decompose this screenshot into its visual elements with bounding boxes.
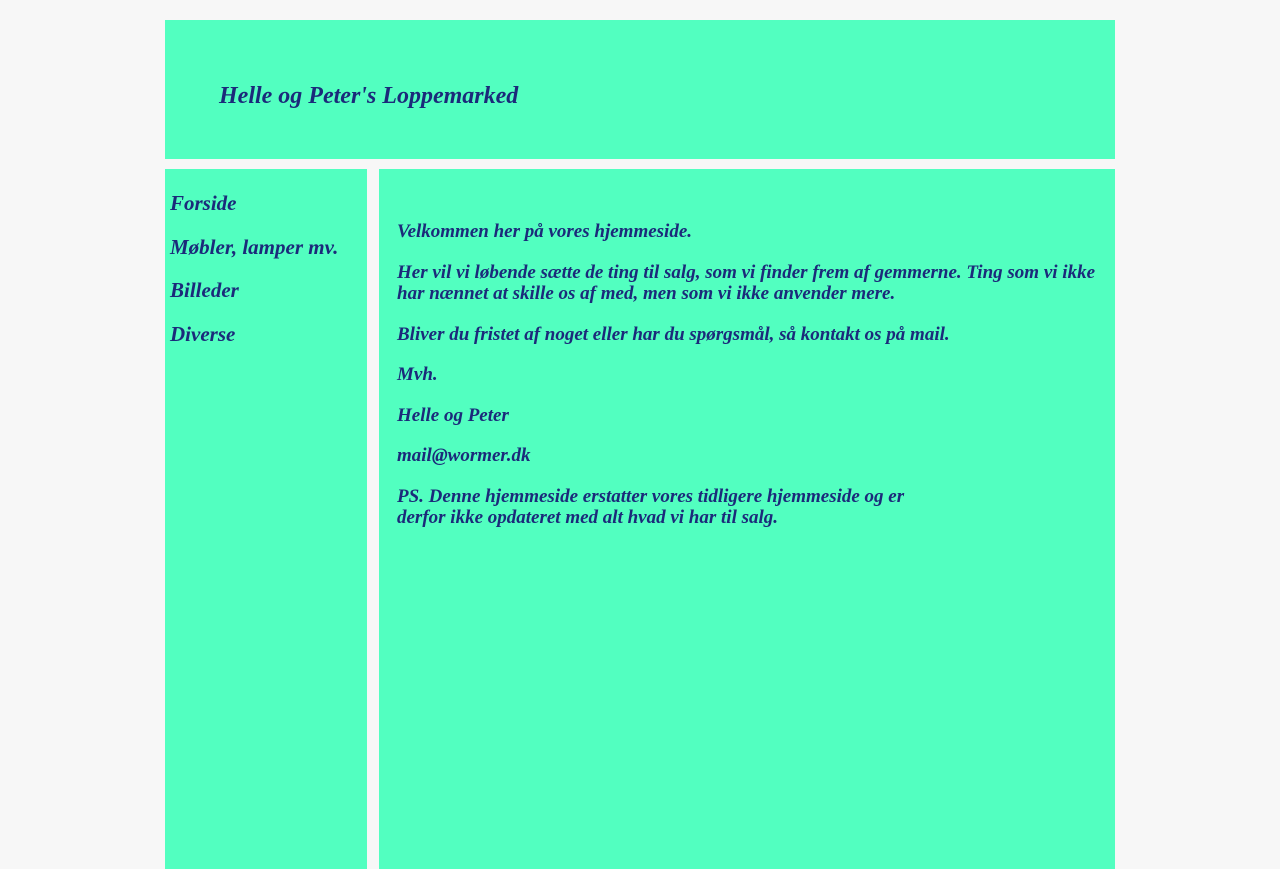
sidebar-nav — [170, 191, 338, 365]
sidebar — [165, 169, 367, 869]
sidebar-item-diverse[interactable]: Diverse — [170, 321, 236, 346]
email-text: mail@wormer.dk — [397, 445, 531, 466]
ps-paragraph: PS. Denne hjemmeside erstatter vores tidligere hjemmeside og er derfor ikke opdateret med alt hvad vi har til salg. — [397, 485, 905, 528]
main-content-panel — [379, 169, 1115, 869]
intro-paragraph: Her vil vi løbende sætte de ting til salg, som vi finder frem af gemmerne. Ting som vi ikke har nænnet at skille os af med, men som vi ikke anvender mere. — [397, 261, 1095, 304]
signature-text: Helle og Peter — [397, 404, 509, 426]
site-title: Helle og Peter's Loppemarked — [219, 83, 519, 109]
welcome-paragraph: Velkommen her på vores hjemmeside. — [397, 221, 693, 242]
site-header — [165, 20, 1115, 159]
sidebar-item-mobler-lamper[interactable]: Møbler, lamper mv. — [170, 234, 339, 259]
main-content — [397, 221, 1097, 548]
greeting-text: Mvh. — [397, 364, 438, 385]
contact-paragraph: Bliver du fristet af noget eller har du spørgsmål, så kontakt os på mail. — [397, 323, 950, 345]
sidebar-item-forside[interactable]: Forside — [170, 191, 237, 215]
sidebar-item-billeder[interactable]: Billeder — [170, 278, 239, 302]
